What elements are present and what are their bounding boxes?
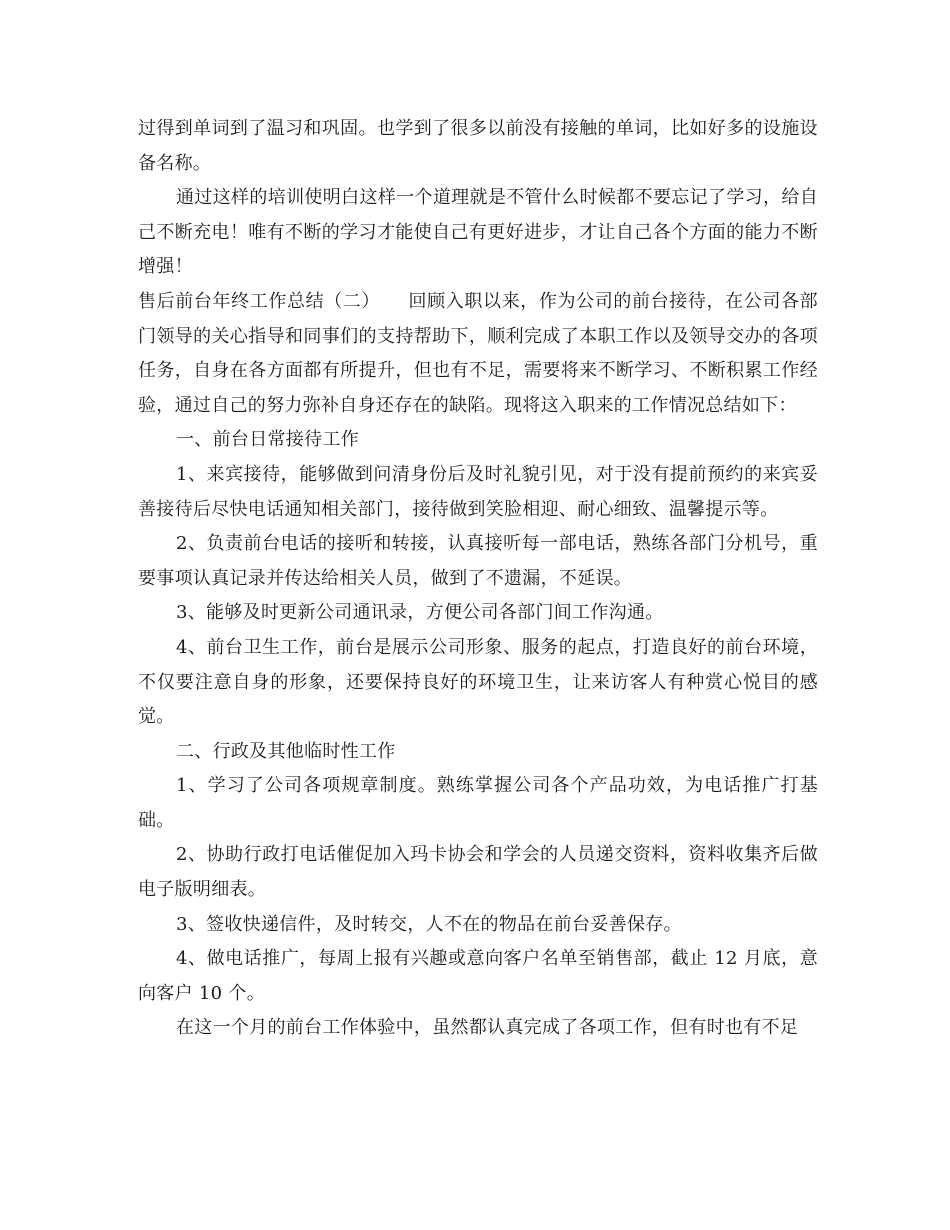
list-item-reception-1: 1、来宾接待，能够做到问清身份后及时礼貌引见，对于没有提前预约的来宾妥善接待后尽快电话通知相关部门，接待做到笑脸相迎、耐心细致、温馨提示等。 (138, 463, 818, 520)
list-item-reception-3: 3、能够及时更新公司通讯录，方便公司各部门间工作沟通。 (176, 602, 664, 624)
document-body (138, 112, 818, 1046)
paragraph-closing: 在这一个月的前台工作体验中，虽然都认真完成了各项工作，但有时也有不足 (176, 1017, 799, 1039)
heading-admin-work: 二、行政及其他临时性工作 (176, 740, 396, 762)
list-item-admin-4: 4、做电话推广，每周上报有兴趣或意向客户名单至销售部，截止 12 月底，意向客户 10 个。 (138, 948, 818, 1004)
heading-reception-work: 一、前台日常接待工作 (176, 429, 359, 451)
paragraph-1: 过得到单词到了温习和巩固。也学到了很多以前没有接触的单词，比如好多的设施设备名称。 (138, 118, 818, 174)
list-item-admin-2: 2、协助行政打电话催促加入玛卡协会和学会的人员递交资料，资料收集齐后做电子版明细表。 (138, 844, 818, 901)
list-item-admin-3: 3、签收快递信件，及时转交，人不在的物品在前台妥善保存。 (176, 913, 682, 935)
paragraph-3-section-title: 售后前台年终工作总结（二） 回顾入职以来，作为公司的前台接待，在公司各部门领导的关心指导和同事们的支持帮助下，顺利完成了本职工作以及领导交办的各项任务，自身在各方面都有所提升，但也有不足，需要将来不断学习、不断积累工作经验，通过自己的努力弥补自身还存在的缺陷。现将这入职来的工作情况总结如下： (138, 290, 818, 416)
paragraph-2: 通过这样的培训使明白这样一个道理就是不管什么时候都不要忘记了学习，给自己不断充电！唯有不断的学习才能使自己有更好进步，才让自己各个方面的能力不断增强！ (138, 187, 818, 278)
list-item-reception-2: 2、负责前台电话的接听和转接，认真接听每一部电话，熟练各部门分机号，重要事项认真记录并传达给相关人员，做到了不遗漏，不延误。 (138, 533, 818, 589)
list-item-admin-1: 1、学习了公司各项规章制度。熟练掌握公司各个产品功效，为电话推广打基础。 (138, 775, 818, 831)
list-item-reception-4: 4、前台卫生工作，前台是展示公司形象、服务的起点，打造良好的前台环境，不仅要注意自身的形象，还要保持良好的环境卫生，让来访客人有种赏心悦目的感觉。 (138, 636, 818, 728)
